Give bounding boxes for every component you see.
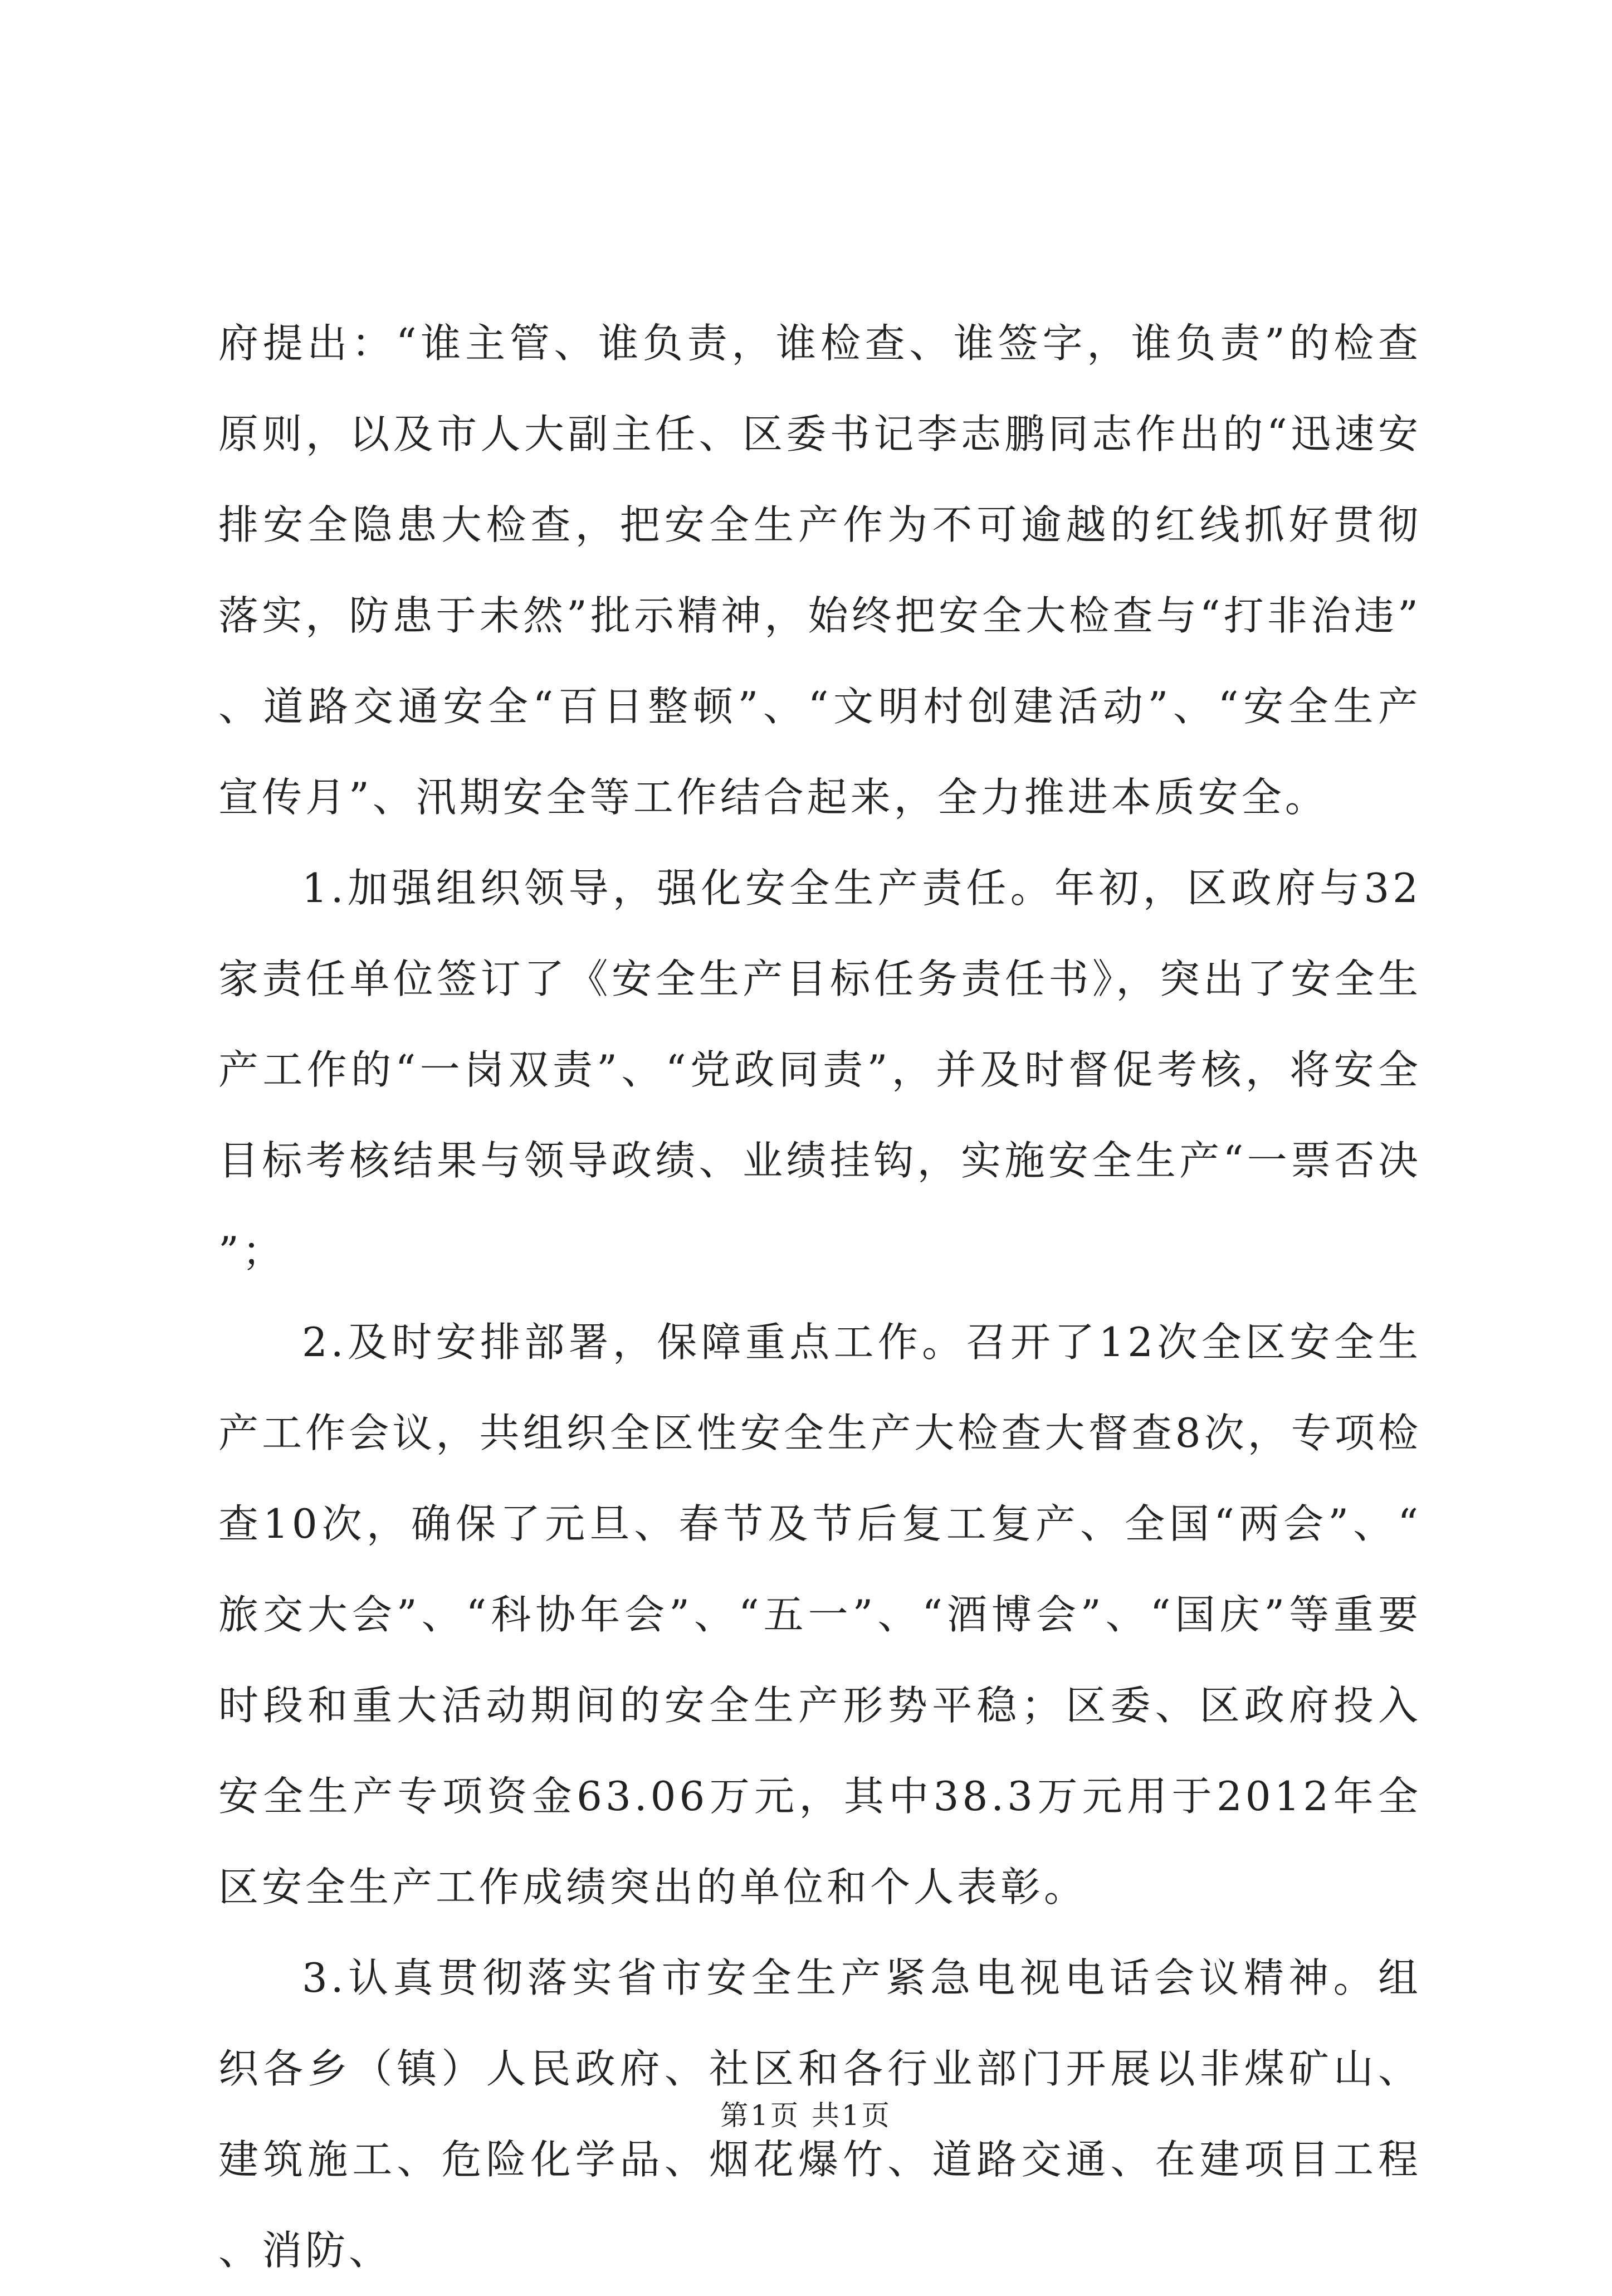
paragraph-item-1: 1.加强组织领导，强化安全生产责任。年初，区政府与32家责任单位签订了《安全生产目标任务责任书》，突出了安全生产工作的“一岗双责”、“党政同责”，并及时督促考核，将安全目标考核结果与领导政绩、业绩挂钩，实施安全生产“一票否决”； [218, 865, 1422, 1275]
page-footer: 第1页 共1页 [720, 2099, 892, 2132]
paragraph-continuation: 府提出：“谁主管、谁负责，谁检查、谁签字，谁负责”的检查原则，以及市人大副主任、区委书记李志鹏同志作出的“迅速安排安全隐患大检查，把安全生产作为不可逾越的红线抓好贯彻落实，防患于未然”批示精神，始终把安全大检查与“打非治违”、道路交通安全“百日整顿”、“文明村创建活动”、“安全生产宣传月”、汛期安全等工作结合起来，全力推进本质安全。 [218, 320, 1422, 821]
document-body [218, 298, 1422, 2296]
paragraph-item-3: 3.认真贯彻落实省市安全生产紧急电视电话会议精神。组织各乡（镇）人民政府、社区和各行业部门开展以非煤矿山、建筑施工、危险化学品、烟花爆竹、道路交通、在建项目工程、消防、 [218, 1954, 1422, 2274]
paragraph-item-2: 2.及时安排部署，保障重点工作。召开了12次全区安全生产工作会议，共组织全区性安全生产大检查大督查8次，专项检查10次，确保了元旦、春节及节后复工复产、全国“两会”、“旅交大会”、“科协年会”、“五一”、“酒博会”、“国庆”等重要时段和重大活动期间的安全生产形势平稳；区委、区政府投入安全生产专项资金63.06万元，其中38.3万元用于2012年全区安全生产工作成绩突出的单位和个人表彰。 [218, 1319, 1422, 1910]
